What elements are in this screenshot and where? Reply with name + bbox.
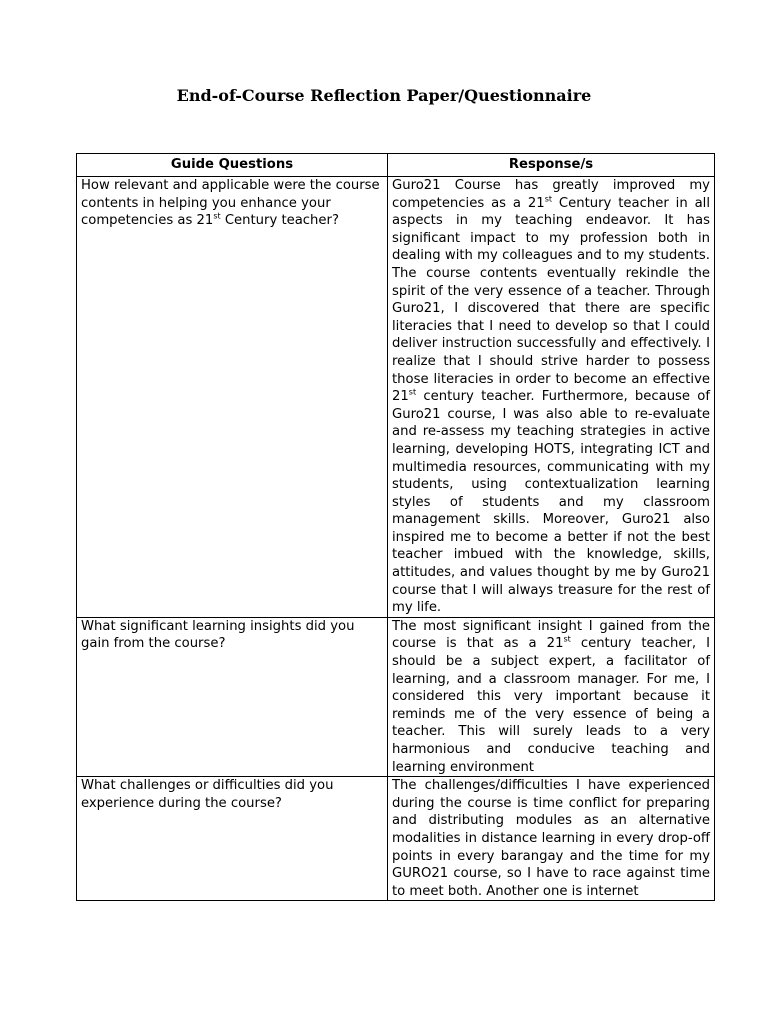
response-text: Century teacher in all aspects in my teaching endeavor. It has significant impact to my profession both in dealing with my colleagues and to my students. The course contents eventually rekindle the spirit of the very essence of a teacher. Through Guro21, I discovered that there are specific literacies that I need to develop so that I could deliver instruction successfully and effectively. I realize that I should strive harder to possess those literacies in order to become an effective 21 xyxy=(392,195,710,405)
superscript: st xyxy=(408,387,417,397)
reflection-table xyxy=(76,153,715,901)
superscript: st xyxy=(213,211,221,221)
response-text: Guro21 Course has greatly improved my competencies as a 21 xyxy=(392,178,710,211)
table-row xyxy=(77,617,715,776)
table-header-row xyxy=(77,154,715,177)
response-text: century teacher, I should be a subject expert, a facilitator of learning, and a classroom manager. For me, I considered this very important because it reminds me of the very essence of being a teacher. This will surely leads to a very harmonious and conducive teaching and learning environment xyxy=(392,636,710,775)
header-responses: Response/s xyxy=(388,154,715,177)
question-text: What significant learning insights did you gain from the course? xyxy=(81,618,355,652)
superscript: st xyxy=(563,635,571,645)
response-text: The challenges/difficulties I have experienced during the course is time conflict for preparing and distributing modules as an alternative modalities in distance learning in every drop-off points in every barangay and the time for my GURO21 course, so I have to race against time to meet both. Another one is internet xyxy=(392,778,710,899)
response-cell xyxy=(388,617,715,776)
superscript: st xyxy=(544,194,553,204)
response-cell xyxy=(388,177,715,618)
table-row xyxy=(77,777,715,901)
question-cell xyxy=(77,777,388,901)
response-cell xyxy=(388,777,715,901)
table-row xyxy=(77,177,715,618)
question-cell xyxy=(77,177,388,618)
response-text: The most significant insight I gained from the course is that as a 21 xyxy=(392,618,710,652)
question-cell xyxy=(77,617,388,776)
question-text: Century teacher? xyxy=(220,213,339,229)
question-text: How relevant and applicable were the course contents in helping you enhance your competencies as 21 xyxy=(81,178,380,229)
question-text: What challenges or difficulties did you experience during the course? xyxy=(81,778,334,811)
response-text: century teacher. Furthermore, because of Guro21 course, I was also able to re-evaluate and re-assess my teaching strategies in active learning, developing HOTS, integrating ICT and multimedia resources, communicating with my students, using contextualization learning styles of students and my classroom management skills. Moreover, Guro21 also inspired me to become a better if not the best teacher imbued with the knowledge, skills, attitudes, and values thought by me by Guro21 course that I will always treasure for the rest of my life. xyxy=(392,389,710,616)
page-title: End-of-Course Reflection Paper/Questionnaire xyxy=(176,86,592,105)
header-guide-questions: Guide Questions xyxy=(77,154,388,177)
